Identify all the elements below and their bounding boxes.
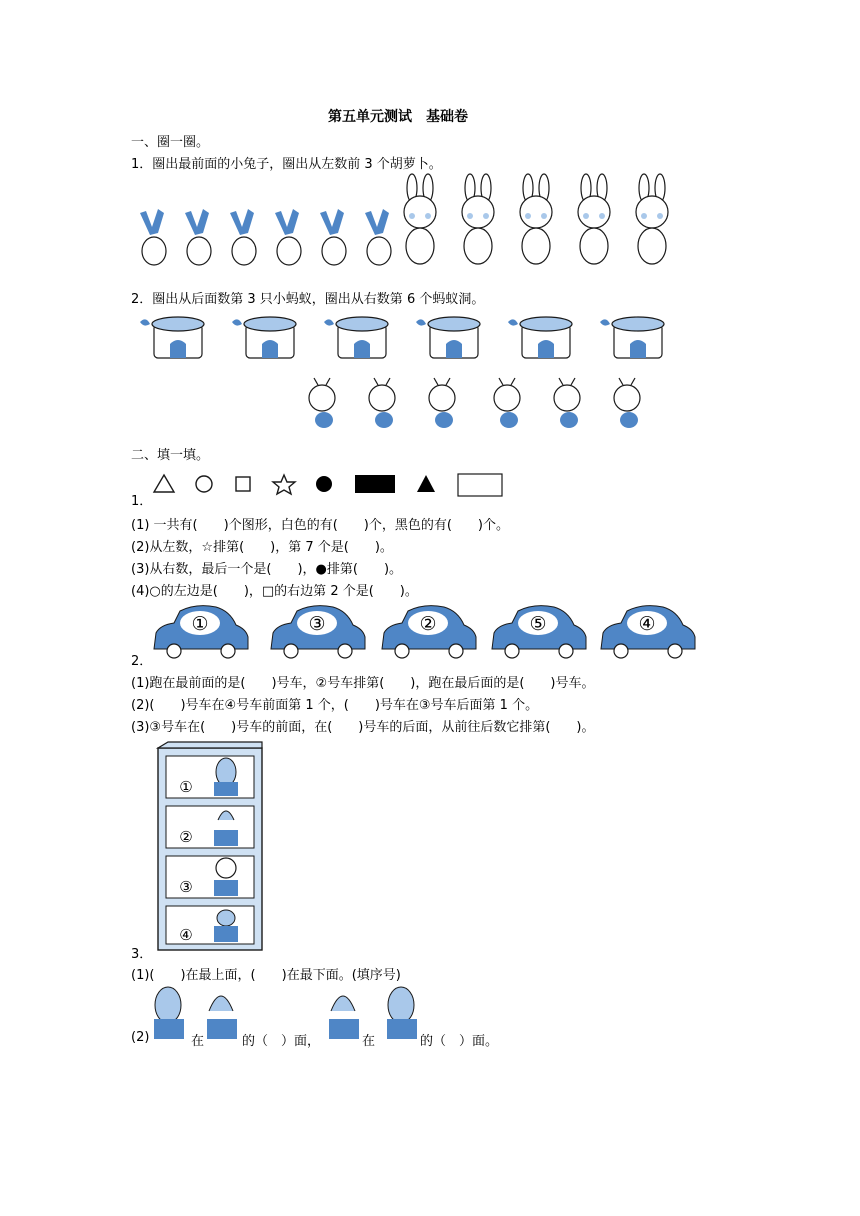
bookshelf-illustration (156, 740, 266, 952)
shelf-label: ① (179, 778, 193, 796)
q2-line-1: (1)跑在最前面的是( )号车，②号车排第( )，跑在最后面的是( )号车。 (131, 676, 595, 691)
ant-icon (554, 378, 580, 428)
carrot-icon (230, 209, 256, 265)
rabbit-icon (636, 174, 668, 264)
carrots-rabbits-illustration (130, 180, 700, 275)
ants-illustration (300, 378, 660, 433)
stump-icon (324, 317, 388, 358)
car-number-label: ② (419, 613, 437, 635)
stump-icon (416, 317, 480, 358)
ant-holes-illustration (136, 312, 696, 362)
shelf-label: ④ (179, 926, 193, 944)
ant-icon (369, 378, 395, 428)
section2-heading: 二、填一填。 (131, 448, 210, 463)
car-number-label: ④ (638, 613, 656, 635)
carrot-icon (275, 209, 301, 265)
section1-heading: 一、圈一圈。 (131, 135, 210, 150)
q2-line-3: (3)③号车在( )号车的前面，在( )号车的后面，从前往后数它排第( )。 (131, 720, 595, 735)
car-number-label: ① (191, 613, 209, 635)
carrot-icon (320, 209, 346, 265)
rectangle-filled-icon (355, 475, 395, 493)
cactus-pot-icon (214, 758, 238, 796)
car-icon (601, 606, 695, 658)
q2-line-2: (2)( )号车在④号车前面第 1 个，( )号车在③号车后面第 1 个。 (131, 698, 539, 713)
triangle-filled-icon (417, 475, 435, 492)
circle-filled-icon (316, 476, 332, 492)
car-icon (154, 606, 248, 658)
ant-icon (614, 378, 640, 428)
cactus-pot-icon (154, 987, 184, 1039)
q3-line2-de2: 的（ ）面。 (420, 1034, 499, 1049)
circle-outline-icon (196, 476, 212, 492)
shapes-row (150, 471, 510, 501)
page-title: 第五单元测试 基础卷 (328, 109, 468, 125)
section2-q2-number: 2． (131, 654, 153, 669)
ant-icon (309, 378, 335, 428)
triangle-outline-icon (154, 475, 174, 492)
cars-illustration (150, 603, 700, 663)
q1-line-4: (4)○的左边是( )，□的右边第 2 个是( )。 (131, 584, 418, 599)
star-outline-icon (273, 475, 295, 494)
ant-icon (429, 378, 455, 428)
q1-line-3: (3)从右数，最后一个是( )，●排第( )。 (131, 562, 403, 577)
q3-line-1: (1)( )在最上面，( )在最下面。(填序号) (131, 968, 401, 983)
stump-icon (600, 317, 664, 358)
stump-icon (232, 317, 296, 358)
rectangle-outline-icon (458, 474, 502, 496)
car-icon (492, 606, 586, 658)
rabbit-icon (462, 174, 494, 264)
q3-line2-de1: 的（ ）面， (242, 1034, 321, 1049)
carrot-icon (185, 209, 211, 265)
section2-q1-number: 1． (131, 494, 153, 509)
plant-pot-icon (207, 996, 237, 1039)
stump-icon (140, 317, 204, 358)
q3-line2-zai1: 在 (191, 1034, 205, 1049)
car-number-label: ③ (308, 613, 326, 635)
rabbit-icon (404, 174, 436, 264)
q3-line2-prefix: (2) (131, 1030, 150, 1045)
q1-line-1: (1) 一共有( )个图形，白色的有( )个，黑色的有( )个。 (131, 518, 509, 533)
carrot-icon (140, 209, 166, 265)
car-number-label: ⑤ (529, 613, 547, 635)
section1-question1: 1．圈出最前面的小兔子，圈出从左数前 3 个胡萝卜。 (131, 157, 442, 172)
car-icon (271, 606, 365, 658)
succulent-pot-icon (214, 910, 238, 942)
shelf-label: ③ (179, 878, 193, 896)
q3-line2-zai2: 在 (362, 1034, 376, 1049)
section2-q3-number: 3． (131, 947, 153, 962)
rabbit-icon (578, 174, 610, 264)
carrot-icon (365, 209, 391, 265)
car-icon (382, 606, 476, 658)
ant-icon (494, 378, 520, 428)
cactus-pot-icon (387, 987, 417, 1039)
q1-line-2: (2)从左数，☆排第( )，第 7 个是( )。 (131, 540, 393, 555)
square-outline-icon (236, 477, 250, 491)
rabbit-icon (520, 174, 552, 264)
shelf-label: ② (179, 828, 193, 846)
plant-pot-icon (329, 996, 359, 1039)
section1-question2: 2．圈出从后面数第 3 只小蚂蚁，圈出从右数第 6 个蚂蚁洞。 (131, 292, 485, 307)
stump-icon (508, 317, 572, 358)
